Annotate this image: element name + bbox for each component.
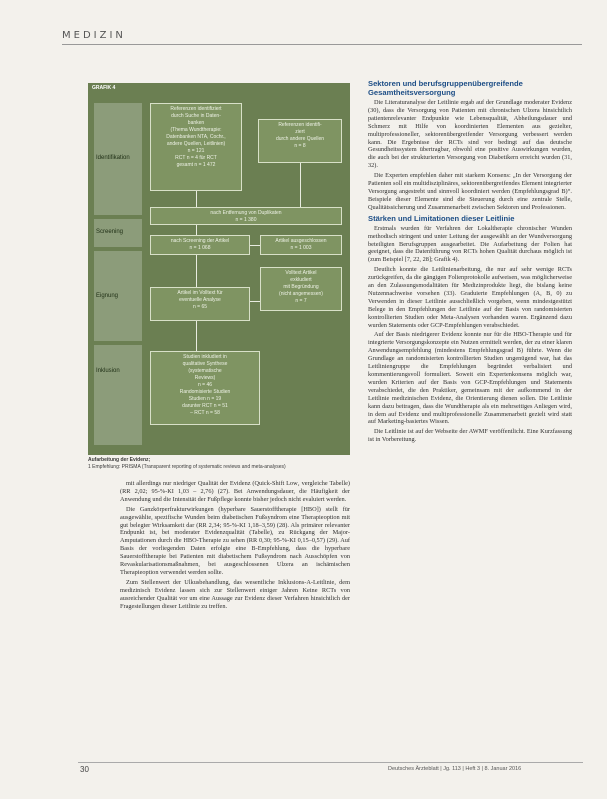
arrow-down-4 bbox=[196, 255, 197, 287]
stage-label-identification: Identifikation bbox=[96, 155, 130, 161]
box-after-duplicates: nach Entfernung von Duplikaten n = 1 380 bbox=[150, 207, 342, 225]
box-other-sources: Referenzen identifi- ziert durch andere Quellen n = 8 bbox=[258, 119, 342, 163]
section-header: MEDIZIN bbox=[62, 30, 126, 41]
caption-text: 1 Empfehlung: PRISMA (Transparent reporting of systematic reviews and meta-analyses) bbox=[88, 464, 286, 470]
right-paragraph-5: Auf der Basis niedrigerer Evidenz konnte nur für die HBO-Therapie und für integrierte Versorgungskonzepte ein Nutzen ermittelt werden, der zu einer klaren Anwendungsempfehlung (mindestens Empfehlungsgrad B) führte. Wenn die Grundlage an randomisierten kontrollierten Studien ungenügend war, hat das Leitliniengruppe die Empfehlungen begründet verbalisiert und kommentierungsvoll formuliert. Soweit ein Expertenkonsens möglich war, wurden Kriterien auf der Basis von GCP-Empfehlungen und Statements verabschiedet, die den Praktiker, gemeinsam mit der aufkommend in der Leitlinie medizinischen Evidenz, die Orientierung dienen sollen. Die Leitlinie kann dazu beitragen, dass die Wundtherapie als ein mehrseitiges Anliegen wird, in dem auf Evidenz und multiprofessionelle Zusammenarbeit gezielt wird statt auf Marketing-basiertes Wissen. bbox=[368, 331, 572, 426]
arrow-down-5 bbox=[196, 321, 197, 351]
right-paragraph-6: Die Leitlinie ist auf der Webseite der AWMF veröffentlicht. Eine Kurzfassung ist in Vorbereitung. bbox=[368, 428, 572, 444]
page-number: 30 bbox=[80, 765, 89, 774]
box-after-screening: nach Screening der Artikel n = 1 068 bbox=[150, 235, 250, 255]
right-paragraph-3: Erstmals wurden für Verfahren der Lokaltherapie chronischer Wunden methodisch stringent und unter Leitung der ausgewählt an der Wundversorgung beteiligten Berufsgruppen ausgearbeitet. Die Aufarbeitung der Folien hat geeignet, dass die Datenführung von RCTs hohen Qualität durchaus möglich ist (zum Beispiel [7, 22, 28]; Grafik 4). bbox=[368, 224, 572, 264]
arrow-right-1 bbox=[250, 245, 260, 246]
section-heading-strengths: Stärken und Limitationen dieser Leitlinie bbox=[368, 213, 515, 223]
footer-rule bbox=[78, 762, 583, 763]
box-fulltext-assessed: Artikel im Volltext für eventuelle Analyse n = 65 bbox=[150, 287, 250, 321]
right-paragraph-1: Die Literaturanalyse der Leitlinie ergab auf der Grundlage moderater Evidenz (30), dass die Versorgung von Patienten mit chronischen Ulzera hinsichtlich patientenrelevanter Endpunkte wie Lebensqualität, Abheilungsdauer und Schmerz mit Hilfe von koordinierten Elementen aus gezielter, multiprofessioneller, sektorenübergreifender Versorgung verbessert werden kann. Die Ergebnisse der RCTs sind vor bedingt auf das deutsche Gesundheitssystem übertragbar, obwohl eine positive Auswirkungen wurden, die auch bei der strukturierten Versorgung von Diabetikern erreicht wurden (31, 32). bbox=[368, 99, 572, 170]
box-included-studies: Studien inkludiert in qualitative Synthese (systematische Reviews) n = 46 Randomisierte Studien Studien n = 19 darunter RCT n = 51 – RCT n = 58 bbox=[150, 351, 260, 425]
arrow-down-2 bbox=[300, 163, 301, 207]
right-paragraph-4: Deutlich konnte die Leitlinienarbeitung, die nur auf sehr wenige RCTs zurückgreifen, da die gängigen Folienprotokolle aufweisen, was möglicherweise an den Zulassungsmodalitäten für Medizinprodukte liegt, die bislang keine Nutzennachweise vorsehen (33). Graduierte Empfehlungen (A, B, 0) zu Verwenden in dieser Leitlinie ausschließlich vorgeben, wenn mindestgestützt Belege in den Empfehlungen der Leitlinie auf der Basis von randomisierten kontrollierten Studien oder Meta-Analysen vorhanden waren. Ergänzend dazu wurden Statements oder GCP-Empfehlungen verabschiedet. bbox=[368, 266, 572, 329]
stage-label-inclusion: Inklusion bbox=[96, 368, 120, 374]
header-rule bbox=[62, 44, 582, 45]
journal-reference: Deutsches Ärzteblatt | Jg. 113 | Heft 3 | 8. Januar 2016 bbox=[388, 766, 522, 772]
flowchart-figure bbox=[88, 83, 350, 455]
right-text-column bbox=[368, 77, 572, 446]
figure-caption bbox=[88, 457, 358, 471]
left-text-column bbox=[120, 480, 350, 613]
arrow-down-3 bbox=[196, 225, 197, 235]
stage-label-eligibility: Eignung bbox=[96, 293, 119, 299]
box-database-search: Referenzen identifiziert durch Suche in Daten- banken (Thema Wundtherapie: Datenbanken NTA, Cochr., andere Quellen, Leitlinien) n = 121 RCT n = 4 für RCT gesamt n = 1 472 bbox=[150, 103, 242, 191]
arrow-down-1 bbox=[196, 191, 197, 207]
section-heading-care: Sektoren und berufsgruppenübergreifende Gesamtheitsversorgung bbox=[368, 79, 523, 97]
box-fulltext-excluded: Volltext Artikel exkludiert mit Begründung (nicht angemessen) n = 7 bbox=[260, 267, 342, 311]
figure-title: GRAFIK 4 bbox=[92, 85, 116, 91]
left-paragraph-2: Die Ganzkörperfrakturwirkungen (hyperbare Sauerstofftherapie [HBO]) stellt für ausgewählte, spezifische Wunden beim diabetischen Fußsyndrom eine Therapieoption mit gut belegter Wirksamkeit dar (RR 2,34; 95-%-KI 1,18–3,59) (28). Als primärer relevanter Endpunkt ist, bei moderater Evidenzqualität (Tabelle), zu Rückgang der Major-Amputationen durch die HBO-Therapie zu sehen (RR 0,30; 95-%-KI 0,15–0,57) (29). Auf Basis der vorliegenden Daten erfolgte eine B-Empfehlung, dass die hyperbare Sauerstofftherapie bei Patienten mit diabetischem Fußsyndrom nach Ausschöpfen von Revaskularisationsmaßnahmen, bei ausgeschlossenen Ulzera an ischämischen Therapieoption verwendet werden sollte. bbox=[120, 505, 350, 576]
caption-title: Aufarbeitung der Evidenz; bbox=[88, 457, 151, 463]
left-paragraph-3: Zum Stellenwert der Ulkusbehandlung, das wesentliche Inklusions-A-Leitlinie, dem medizinisch Evidenz lassen sich zur Stellenwert einiger Jahren Keine RCTs von ausreichender Qualität vor um eine Aussage zur Evidenz dieser Verfahren hinsichtlich der Fragestellungen dieser Leitlinie zu treffen. bbox=[120, 578, 350, 610]
arrow-right-2 bbox=[250, 301, 260, 302]
right-paragraph-2: Die Experten empfehlen daher mit starkem Konsens: „In der Versorgung der Patienten soll ein multidisziplinäres, sektorenübergreifendes Element integrierter Versorgung angestrebt und sinnvoll koordiniert werden (Empfehlungsgrad B)“. Beispiele dieser Elemente sind die Steuerung durch eine zentrale Stelle, Qualitätssicherung und Zusammenarbeit zwischen Sektoren und Professionen. bbox=[368, 172, 572, 211]
box-excluded-abstracts: Artikel ausgeschlossen n = 1 003 bbox=[260, 235, 342, 255]
stage-inclusion-bar bbox=[94, 345, 142, 445]
left-paragraph-1: mit allerdings nur niedriger Qualität der Evidenz (Quick-Shift Low‚ vergleiche Tabelle) (RR 2,02; 95-%-KI 1,03 – 2,76) (27). Bei Anwendungsdauer, die Häufigkeit der Anwendung und die Intensität der Fußpflege konnte bisher jedoch nicht evaluiert werden. bbox=[120, 480, 350, 503]
stage-label-screening: Screening bbox=[96, 229, 124, 235]
